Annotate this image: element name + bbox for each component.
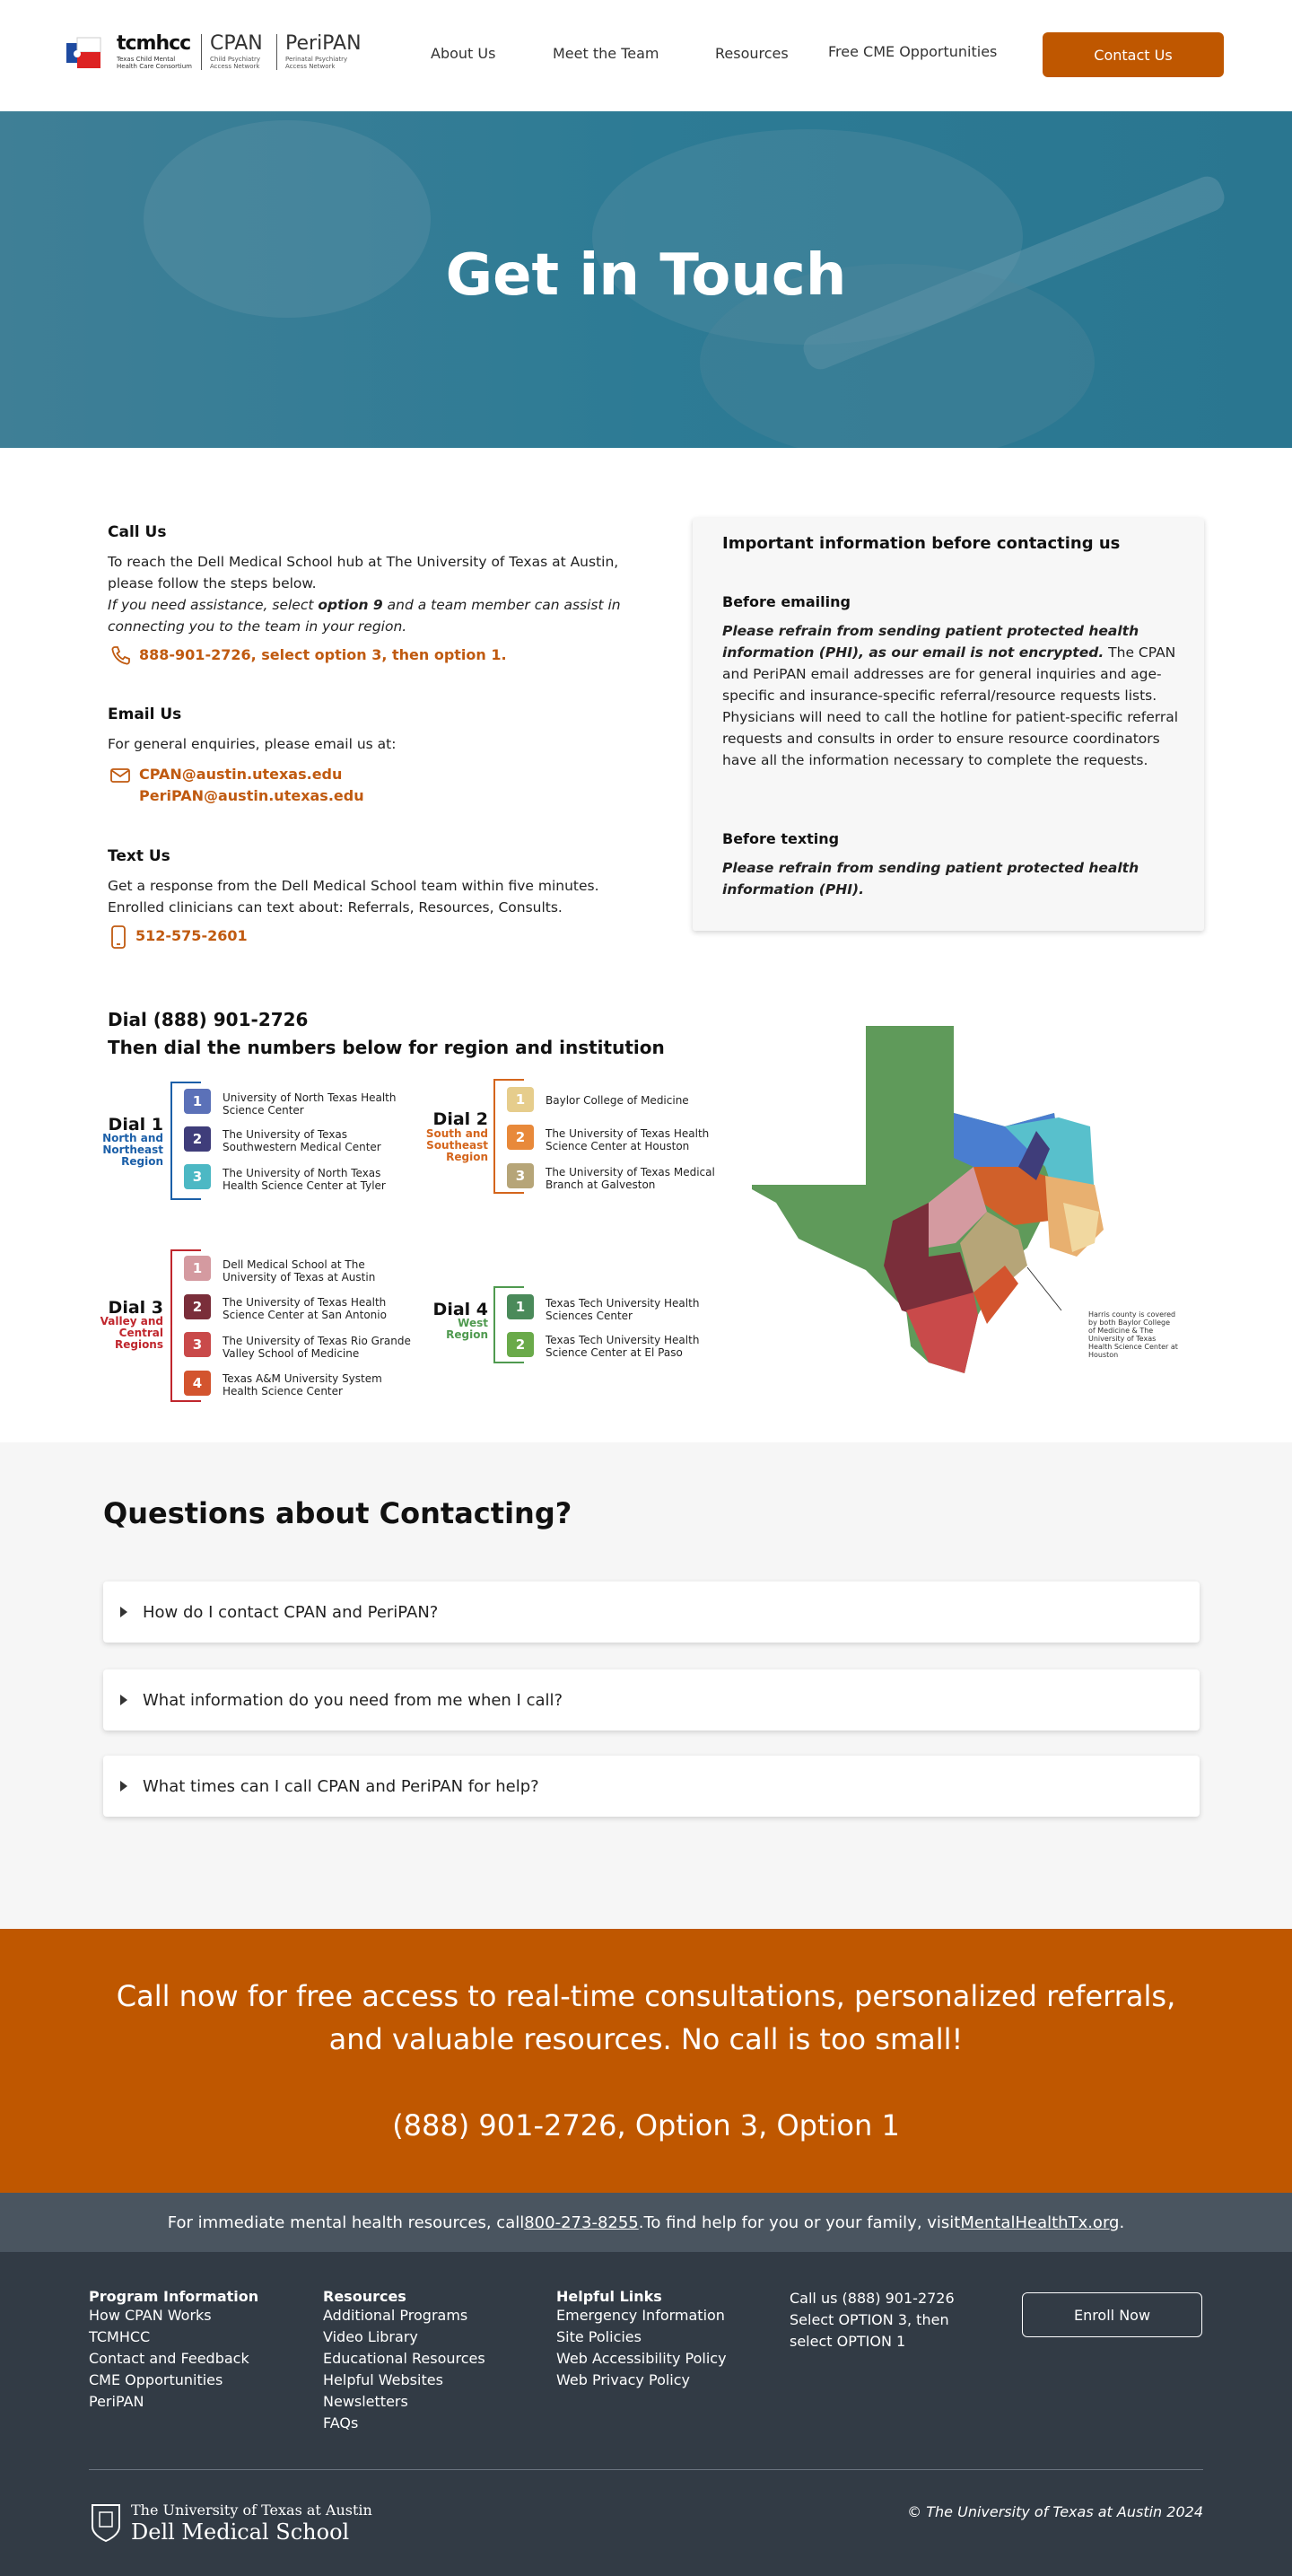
dial-1-option-3-text: The University of North Texas Health Science Center at Tyler <box>223 1167 386 1192</box>
dial-2-option-2-badge: 2 <box>507 1125 534 1150</box>
faq-question: What times can I call CPAN and PeriPAN for help? <box>143 1776 539 1796</box>
footer-link[interactable]: Educational Resources <box>323 2350 485 2367</box>
dial-2-label: Dial 2 <box>432 1109 488 1129</box>
logo-divider <box>201 34 202 70</box>
email-warning-rest: The CPAN and PeriPAN email addresses are for general inquiries and age-specific and insurance-specific referral/resource requests lists. Physicians will need to call the hotline for patient-specific referral requests and consults in order to ensure resource coordinators have all the information necessary to complete the requests. <box>722 644 1179 768</box>
dial-2-option-3-text: The University of Texas Medical Branch at Galveston <box>546 1166 715 1191</box>
dial-4-region: West Region <box>446 1317 488 1341</box>
footer-logo-line-2: Dell Medical School <box>131 2519 350 2545</box>
email-us-heading: Email Us <box>108 705 182 723</box>
tcmhcc-logo-text: tcmhcc <box>117 32 191 55</box>
peripan-logo-sub: Perinatal Psychiatry Access Network <box>285 56 348 70</box>
footer-logo-line-1: The University of Texas at Austin <box>131 2502 372 2519</box>
footer-col-title: Resources <box>323 2288 406 2305</box>
dial-1-option-1-text: University of North Texas Health Science Center <box>223 1091 397 1117</box>
faq-item[interactable] <box>103 1582 1200 1643</box>
footer-link[interactable]: Additional Programs <box>323 2307 468 2324</box>
call-us-text: To reach the Dell Medical School hub at The University of Texas at Austin, please follow the steps below. <box>108 554 619 591</box>
site-footer <box>0 2252 1292 2576</box>
assist-text-pre: If you need assistance, select <box>108 597 319 613</box>
dial-4-option-1-text: Texas Tech University Health Sciences Center <box>546 1297 700 1322</box>
footer-call-line: select OPTION 1 <box>790 2333 906 2350</box>
nav-meet-the-team[interactable]: Meet the Team <box>553 45 659 62</box>
faq-question: What information do you need from me when I call? <box>143 1690 563 1710</box>
text-us-text: Get a response from the Dell Medical School team within five minutes. Enrolled clinicians can text about: Referrals, Resources, Consults. <box>108 878 599 916</box>
cpan-email-link[interactable]: CPAN@austin.utexas.edu <box>139 766 343 783</box>
caret-right-icon <box>120 1695 127 1705</box>
phone-icon <box>109 644 131 666</box>
dial-3-option-3-badge: 3 <box>184 1332 211 1357</box>
dial-3-option-3-text: The University of Texas Rio Grande Valley School of Medicine <box>223 1335 411 1360</box>
footer-call-info <box>790 2288 955 2353</box>
footer-col-title: Program Information <box>89 2288 259 2305</box>
dial-3-option-2-badge: 2 <box>184 1294 211 1319</box>
important-info-card <box>693 518 1204 931</box>
cta-section <box>0 1929 1292 2193</box>
caret-right-icon <box>120 1607 127 1617</box>
cpan-logo-sub: Child Psychiatry Access Network <box>210 56 261 70</box>
call-us-heading: Call Us <box>108 523 167 541</box>
mobile-phone-icon <box>109 924 127 950</box>
nav-resources[interactable]: Resources <box>715 45 789 62</box>
faq-title: Questions about Contacting? <box>103 1496 572 1530</box>
footer-call-line: Select OPTION 3, then <box>790 2311 949 2328</box>
dial-1-option-2-badge: 2 <box>184 1126 211 1152</box>
faq-item[interactable] <box>103 1669 1200 1730</box>
logo-divider <box>276 34 277 70</box>
dial-3-option-4-text: Texas A&M University System Health Science Center <box>223 1372 382 1398</box>
copyright: © The University of Texas at Austin 2024 <box>907 2503 1203 2520</box>
mental-health-tx-link[interactable]: MentalHealthTx.org <box>960 2212 1120 2232</box>
footer-link[interactable]: Site Policies <box>556 2328 642 2345</box>
footer-link[interactable]: Newsletters <box>323 2393 408 2410</box>
footer-link[interactable]: Emergency Information <box>556 2307 725 2324</box>
nav-free-cme[interactable]: Free CME Opportunities <box>828 43 998 60</box>
dial-3-option-4-badge: 4 <box>184 1371 211 1396</box>
dial-1-label: Dial 1 <box>108 1115 163 1135</box>
footer-col-title: Helpful Links <box>556 2288 662 2305</box>
texas-flag-icon <box>65 36 104 72</box>
tcmhcc-logo-sub: Texas Child Mental Health Care Consortium <box>117 56 193 70</box>
faq-question: How do I contact CPAN and PeriPAN? <box>143 1602 439 1622</box>
dial-3-option-1-badge: 1 <box>184 1256 211 1281</box>
call-us-phone-link[interactable]: 888-901-2726, select option 3, then option 1. <box>139 646 507 663</box>
text-us-phone-link[interactable]: 512-575-2601 <box>135 927 248 944</box>
footer-divider <box>89 2469 1203 2470</box>
dial-1-option-2-text: The University of Texas Southwestern Medical Center <box>223 1128 381 1153</box>
dial-2-option-1-badge: 1 <box>507 1087 534 1112</box>
before-emailing-heading: Before emailing <box>722 593 851 610</box>
peripan-email-link[interactable]: PeriPAN@austin.utexas.edu <box>139 787 364 804</box>
dial-3-region: Valley and Central Regions <box>100 1315 163 1351</box>
footer-col-program-info <box>89 2288 258 2413</box>
cta-phone: (888) 901-2726, Option 3, Option 1 <box>392 2108 900 2142</box>
before-texting-heading: Before texting <box>722 830 840 847</box>
dial-1-region: North and Northeast Region <box>102 1132 163 1168</box>
caret-right-icon <box>120 1781 127 1792</box>
footer-link[interactable]: Web Accessibility Policy <box>556 2350 727 2367</box>
dial-4-option-1-badge: 1 <box>507 1294 534 1319</box>
footer-link[interactable]: Web Privacy Policy <box>556 2371 691 2388</box>
dial-3-option-2-text: The University of Texas Health Science Center at San Antonio <box>223 1296 387 1321</box>
enroll-now-button[interactable]: Enroll Now <box>1022 2292 1202 2337</box>
footer-link[interactable]: Contact and Feedback <box>89 2350 249 2367</box>
faq-section <box>0 1442 1292 1929</box>
dial-subheading: Then dial the numbers below for region and institution <box>108 1037 665 1058</box>
banner-text-pre: For immediate mental health resources, call <box>167 2212 525 2232</box>
footer-link[interactable]: How CPAN Works <box>89 2307 212 2324</box>
dial-2-region: South and Southeast Region <box>425 1127 488 1163</box>
assist-text-post: and a team member can assist in connecting you to the team in your region. <box>108 597 621 635</box>
dial-1-option-1-badge: 1 <box>184 1089 211 1114</box>
dial-2-option-3-badge: 3 <box>507 1163 534 1188</box>
text-us-heading: Text Us <box>108 847 170 865</box>
cta-line-2: and valuable resources. No call is too small! <box>328 2022 964 2056</box>
site-header <box>0 0 1292 111</box>
crisis-phone-link[interactable]: 800-273-8255 <box>524 2212 639 2232</box>
footer-link[interactable]: PeriPAN <box>89 2393 144 2410</box>
page-title: Get in Touch <box>445 242 847 309</box>
dial-2-option-2-text: The University of Texas Health Science Center at Houston <box>546 1127 710 1152</box>
dial-1-option-3-badge: 3 <box>184 1164 211 1189</box>
site-logo[interactable] <box>65 32 361 77</box>
ut-seal-icon <box>89 2502 123 2543</box>
dial-3-label: Dial 3 <box>108 1298 163 1318</box>
dial-2-option-1-text: Baylor College of Medicine <box>546 1094 689 1107</box>
dial-4-label: Dial 4 <box>432 1300 488 1319</box>
footer-link[interactable]: CME Opportunities <box>89 2371 223 2388</box>
cpan-logo-text: CPAN <box>210 32 263 55</box>
dial-3-option-1-text: Dell Medical School at The University of Texas at Austin <box>223 1258 376 1284</box>
footer-link[interactable]: TCMHCC <box>89 2328 151 2345</box>
crisis-banner <box>0 2193 1292 2252</box>
before-texting-text: Please refrain from sending patient protected health information (PHI). <box>722 860 1139 898</box>
peripan-logo-text: PeriPAN <box>285 32 362 55</box>
dial-4-option-2-text: Texas Tech University Health Science Center at El Paso <box>546 1334 700 1359</box>
texas-region-map <box>749 1023 1180 1418</box>
email-warning-bold: Please refrain from sending patient protected health information (PHI), as our email is not encrypted. <box>722 623 1139 661</box>
assist-text-option: option 9 <box>318 597 383 613</box>
footer-col-resources <box>323 2288 485 2434</box>
footer-link[interactable]: FAQs <box>323 2414 359 2431</box>
cta-line-1: Call now for free access to real-time consultations, personalized referrals, <box>116 1979 1176 2013</box>
dial-4-option-2-badge: 2 <box>507 1332 534 1357</box>
banner-text-mid: .To find help for you or your family, visit <box>638 2212 961 2232</box>
map-note: Harris county is covered by both Baylor College of Medicine & The University of Texas Health Science Center at Houston <box>1088 1310 1178 1359</box>
call-us-assist <box>108 594 655 637</box>
contact-us-button[interactable]: Contact Us <box>1043 32 1224 77</box>
info-card-title: Important information before contacting us <box>722 534 1121 553</box>
banner-text-post: . <box>1119 2212 1125 2232</box>
faq-item[interactable] <box>103 1756 1200 1817</box>
before-emailing-text <box>722 620 1180 771</box>
email-us-text: For general enquiries, please email us at: <box>108 736 397 752</box>
nav-about-us[interactable]: About Us <box>431 45 496 62</box>
footer-link[interactable]: Helpful Websites <box>323 2371 443 2388</box>
dial-heading: Dial (888) 901-2726 <box>108 1009 309 1030</box>
footer-link[interactable]: Video Library <box>323 2328 418 2345</box>
envelope-icon <box>109 767 131 784</box>
footer-call-line: Call us (888) 901-2726 <box>790 2290 955 2307</box>
footer-col-helpful-links <box>556 2288 727 2391</box>
